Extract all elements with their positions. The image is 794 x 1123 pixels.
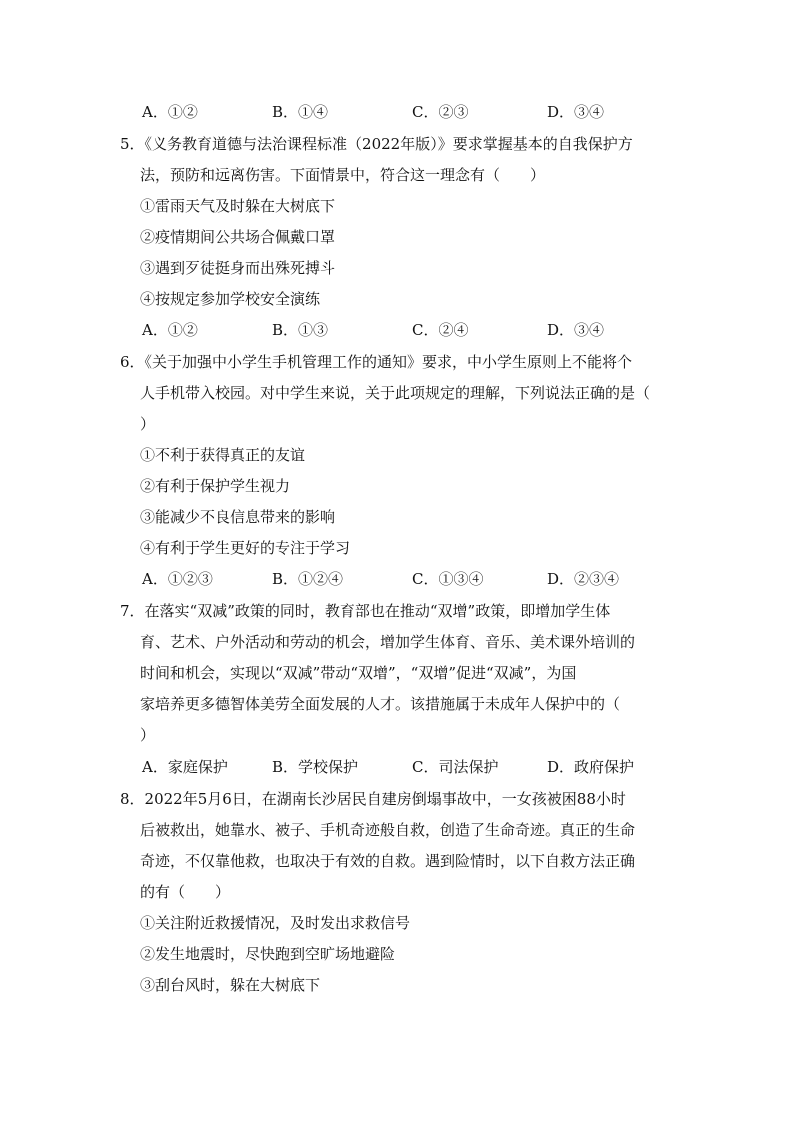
- q6-choices: [142, 569, 662, 589]
- q6-option-2: ②有利于保护学生视力: [140, 477, 291, 495]
- q5-option-3: ③遇到歹徒挺身而出殊死搏斗: [140, 259, 336, 277]
- q8-stem-line-4: 的有（ ）: [140, 883, 231, 901]
- q4-choices: [142, 102, 662, 122]
- q8-option-3: ③刮台风时，躲在大树底下: [140, 976, 321, 994]
- q4-choice-b[interactable]: B．①④: [272, 103, 329, 121]
- q7-stem-line-4: 家培养更多德智体美劳全面发展的人才。该措施属于未成年人保护中的（: [140, 695, 621, 713]
- q4-choice-a[interactable]: A．①②: [142, 103, 198, 121]
- q7-choice-c[interactable]: C．司法保护: [412, 758, 499, 776]
- q8-option-1: ①关注附近救援情况，及时发出求救信号: [140, 914, 411, 932]
- q7-choice-b[interactable]: B．学校保护: [272, 758, 359, 776]
- q5-choices: [142, 320, 662, 340]
- q6-choice-d[interactable]: D．②③④: [547, 570, 620, 588]
- q5-choice-a[interactable]: A．①②: [142, 321, 198, 339]
- q6-stem-line-2: 人手机带入校园。对中学生来说，关于此项规定的理解，下列说法正确的是（: [140, 384, 651, 402]
- q7-choice-a[interactable]: A．家庭保护: [142, 758, 228, 776]
- q5-option-4: ④按规定参加学校安全演练: [140, 290, 321, 308]
- q4-choice-d[interactable]: D．③④: [547, 103, 605, 121]
- q4-choice-c[interactable]: C．②③: [412, 103, 469, 121]
- q5-option-1: ①雷雨天气及时躲在大树底下: [140, 197, 336, 215]
- q7-stem-line-3: 时间和机会，实现以“双减”带动“双增”，“双增”促进“双减”，为国: [140, 664, 577, 682]
- q8-stem-line-1: 8．2022年5月6日，在湖南长沙居民自建房倒塌事故中，一女孩被困88小时: [120, 790, 626, 808]
- q7-stem-line-1: 7．在落实“双减”政策的同时，教育部也在推动“双增”政策，即增加学生体: [120, 602, 611, 620]
- q5-option-2: ②疫情期间公共场合佩戴口罩: [140, 228, 336, 246]
- q6-stem-line-1: 6．《关于加强中小学生手机管理工作的通知》要求，中小学生原则上不能将个: [120, 353, 633, 371]
- q8-stem-line-3: 奇迹，不仅靠他救，也取决于有效的自救。遇到险情时，以下自救方法正确: [140, 852, 636, 870]
- q6-option-3: ③能减少不良信息带来的影响: [140, 508, 336, 526]
- q5-stem-line-2: 法，预防和远离伤害。下面情景中，符合这一理念有（ ）: [140, 166, 546, 184]
- q8-stem-line-2: 后被救出，她靠水、被子、手机奇迹般自救，创造了生命奇迹。真正的生命: [140, 821, 636, 839]
- q6-choice-b[interactable]: B．①②④: [272, 570, 344, 588]
- q7-choice-d[interactable]: D．政府保护: [547, 758, 635, 776]
- q6-choice-c[interactable]: C．①③④: [412, 570, 484, 588]
- q7-choices: [142, 757, 662, 777]
- q6-choice-a[interactable]: A．①②③: [142, 570, 213, 588]
- q8-option-2: ②发生地震时，尽快跑到空旷场地避险: [140, 945, 396, 963]
- q5-choice-b[interactable]: B．①③: [272, 321, 329, 339]
- q7-stem-line-5: ）: [140, 726, 156, 744]
- q5-stem-line-1: 5．《义务教育道德与法治课程标准（2022年版）》要求掌握基本的自我保护方: [120, 135, 633, 153]
- q5-choice-d[interactable]: D．③④: [547, 321, 605, 339]
- q5-choice-c[interactable]: C．②④: [412, 321, 469, 339]
- q6-option-1: ①不利于获得真正的友谊: [140, 446, 306, 464]
- q6-stem-line-3: ）: [140, 415, 156, 433]
- q7-stem-line-2: 育、艺术、户外活动和劳动的机会，增加学生体育、音乐、美术课外培训的: [140, 633, 636, 651]
- q6-option-4: ④有利于学生更好的专注于学习: [140, 539, 351, 557]
